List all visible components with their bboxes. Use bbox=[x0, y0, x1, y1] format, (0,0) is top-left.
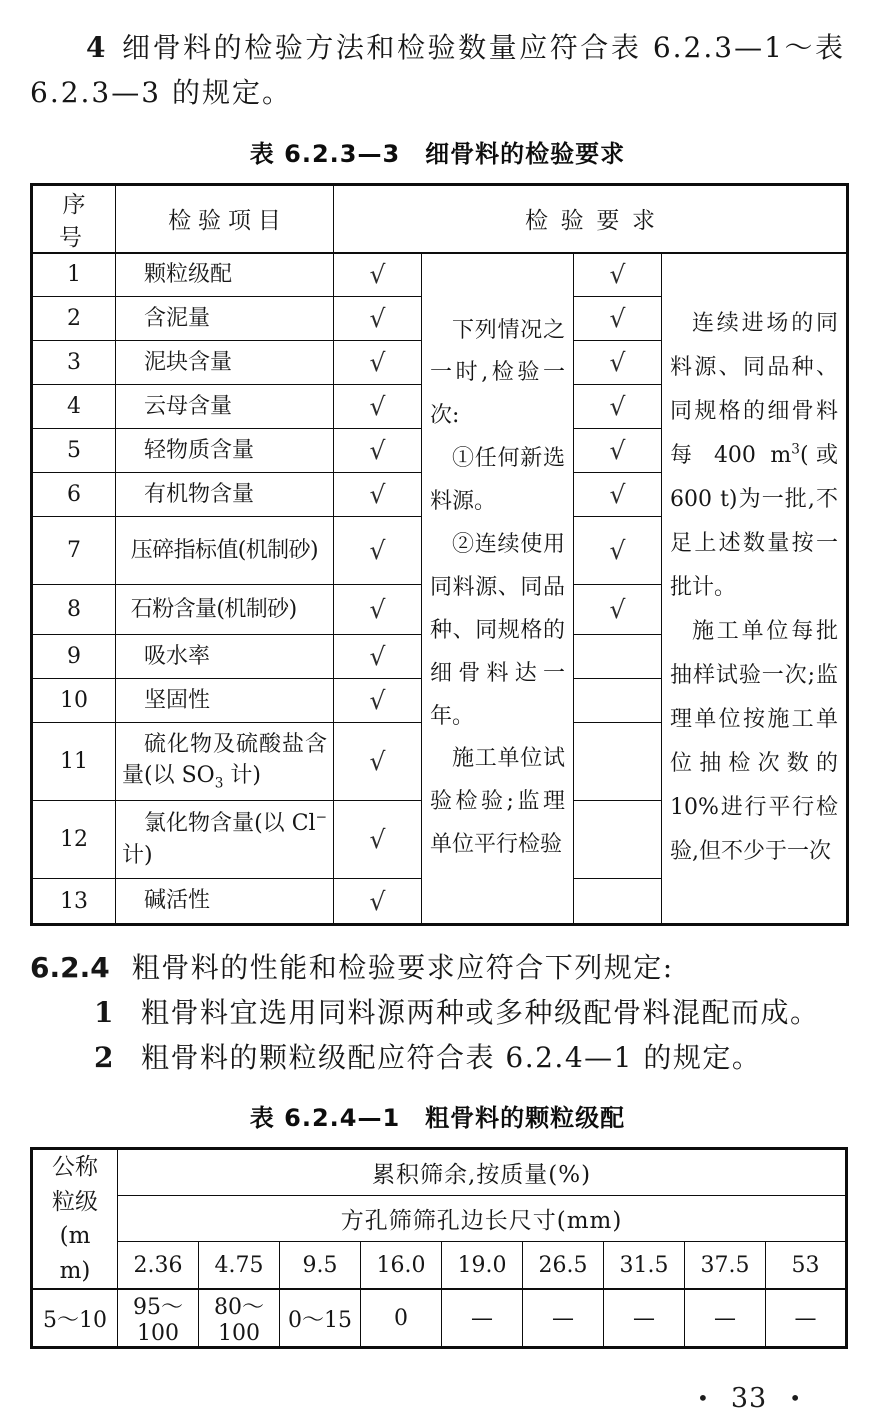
check-cell: √ bbox=[334, 253, 422, 297]
seq-cell: 10 bbox=[32, 679, 116, 723]
item-cell: 云母含量 bbox=[116, 385, 334, 429]
batch-paragraph: 施工单位每批抽样试验一次;监理单位按施工单位抽检次数的 10%进行平行检验,但不少于一次 bbox=[670, 619, 838, 865]
seq-cell: 8 bbox=[32, 585, 116, 635]
check-cell: √ bbox=[334, 879, 422, 925]
sieve-size-cell: 16.0 bbox=[361, 1241, 442, 1289]
situation-paragraph: 施工单位试验检验;监理单位平行检验 bbox=[430, 746, 565, 858]
sieve-size-cell: 2.36 bbox=[118, 1241, 199, 1289]
sieve-size-cell: 37.5 bbox=[685, 1241, 766, 1289]
intro-paragraph-number: 4 bbox=[86, 31, 108, 64]
value-cell: 0 bbox=[361, 1289, 442, 1348]
table1-header-row bbox=[32, 184, 848, 253]
item-number: 1 bbox=[94, 995, 115, 1029]
intro-paragraph bbox=[30, 26, 845, 116]
subscript: 3 bbox=[214, 775, 224, 792]
page-number bbox=[30, 1383, 845, 1414]
seq-cell: 9 bbox=[32, 635, 116, 679]
check-cell: √ bbox=[334, 801, 422, 879]
table2-header-row bbox=[32, 1149, 847, 1195]
value-cell: — bbox=[442, 1289, 523, 1348]
value-cell: 80～100 bbox=[199, 1289, 280, 1348]
item-cell bbox=[116, 801, 334, 879]
page-number-value: 33 bbox=[730, 1383, 768, 1414]
check-cell: √ bbox=[334, 517, 422, 585]
header-inspection-requirement: 检验要求 bbox=[334, 184, 848, 253]
seq-cell: 1 bbox=[32, 253, 116, 297]
table2-data-row bbox=[32, 1289, 847, 1348]
grade-cell: 5～10 bbox=[32, 1289, 118, 1348]
item-cell: 吸水率 bbox=[116, 635, 334, 679]
check-cell: √ bbox=[574, 297, 662, 341]
sieve-size-cell: 9.5 bbox=[280, 1241, 361, 1289]
item-cell bbox=[116, 723, 334, 801]
item-cell: 压碎指标值(机制砂) bbox=[116, 517, 334, 585]
check-cell: √ bbox=[574, 473, 662, 517]
table2-subheader-row bbox=[32, 1195, 847, 1241]
header-seq-no: 序 号 bbox=[32, 184, 116, 253]
page-number-dot: • bbox=[789, 1386, 801, 1411]
item-cell: 坚固性 bbox=[116, 679, 334, 723]
situation-paragraph: 下列情况之一时,检验一次: bbox=[430, 317, 565, 429]
table-row bbox=[32, 253, 848, 297]
seq-cell: 5 bbox=[32, 429, 116, 473]
item-text: 粗骨料宜选用同料源两种或多种级配骨料混配而成。 bbox=[140, 995, 820, 1029]
situation-paragraph: ②连续使用同料源、同品种、同规格的细骨料达一年。 bbox=[430, 532, 565, 729]
section-number: 6.2.4 bbox=[30, 951, 110, 985]
check-cell bbox=[574, 723, 662, 801]
intro-paragraph-text: 细骨料的检验方法和检验数量应符合表 6.2.3—1～表 6.2.3—3 的规定。 bbox=[30, 31, 845, 109]
section-item bbox=[30, 1036, 845, 1081]
item-cell: 轻物质含量 bbox=[116, 429, 334, 473]
check-cell: √ bbox=[574, 385, 662, 429]
check-cell: √ bbox=[334, 585, 422, 635]
table1-title: 表 6.2.3—3 细骨料的检验要求 bbox=[249, 139, 626, 168]
check-cell: √ bbox=[574, 253, 662, 297]
item-cell: 碱活性 bbox=[116, 879, 334, 925]
value-cell: 0～15 bbox=[280, 1289, 361, 1348]
seq-cell: 7 bbox=[32, 517, 116, 585]
check-cell: √ bbox=[334, 473, 422, 517]
seq-cell: 13 bbox=[32, 879, 116, 925]
check-cell: √ bbox=[574, 429, 662, 473]
sieve-size-header: 方孔筛筛孔边长尺寸(mm) bbox=[118, 1195, 847, 1241]
sieve-size-cell: 26.5 bbox=[523, 1241, 604, 1289]
superscript: − bbox=[315, 809, 327, 826]
header-inspection-item: 检验项目 bbox=[116, 184, 334, 253]
item-number: 2 bbox=[94, 1040, 115, 1074]
check-cell bbox=[574, 801, 662, 879]
sieve-size-cell: 53 bbox=[766, 1241, 847, 1289]
check-cell bbox=[574, 879, 662, 925]
check-cell: √ bbox=[334, 297, 422, 341]
item-text: 氯化物含量(以 Cl bbox=[144, 810, 316, 836]
item-cell: 石粉含量(机制砂) bbox=[116, 585, 334, 635]
check-cell: √ bbox=[334, 723, 422, 801]
table2-sizes-row bbox=[32, 1241, 847, 1289]
batch-note-cell bbox=[662, 253, 848, 925]
value-cell: — bbox=[685, 1289, 766, 1348]
check-cell: √ bbox=[334, 679, 422, 723]
check-cell: √ bbox=[574, 517, 662, 585]
value-cell: — bbox=[766, 1289, 847, 1348]
batch-paragraph bbox=[670, 302, 838, 610]
check-cell: √ bbox=[334, 385, 422, 429]
nominal-grade-header: 公称粒级(mm) bbox=[32, 1149, 118, 1290]
section-heading-text: 粗骨料的性能和检验要求应符合下列规定: bbox=[131, 951, 674, 985]
check-cell: √ bbox=[334, 635, 422, 679]
item-cell: 颗粒级配 bbox=[116, 253, 334, 297]
seq-cell: 12 bbox=[32, 801, 116, 879]
batch-paragraph-text: (或 600 t)为一批,不足上述数量按一批计。 bbox=[670, 443, 838, 601]
seq-cell: 3 bbox=[32, 341, 116, 385]
page-number-dot: • bbox=[697, 1386, 709, 1411]
seq-cell: 4 bbox=[32, 385, 116, 429]
check-cell: √ bbox=[334, 341, 422, 385]
superscript: 3 bbox=[791, 442, 800, 459]
seq-cell: 2 bbox=[32, 297, 116, 341]
table2-title: 表 6.2.4—1 粗骨料的颗粒级配 bbox=[249, 1104, 626, 1133]
value-cell: — bbox=[523, 1289, 604, 1348]
item-text: 计) bbox=[122, 842, 153, 868]
item-text: 粗骨料的颗粒级配应符合表 6.2.4—1 的规定。 bbox=[140, 1040, 762, 1074]
check-cell bbox=[574, 679, 662, 723]
value-cell: 95～100 bbox=[118, 1289, 199, 1348]
cumulative-residue-header: 累积筛余,按质量(%) bbox=[118, 1149, 847, 1195]
section-item bbox=[30, 991, 845, 1036]
item-text: 硫化物及硫酸盐含量(以 SO bbox=[122, 731, 327, 789]
coarse-aggregate-gradation-table bbox=[30, 1147, 848, 1349]
check-cell bbox=[574, 635, 662, 679]
seq-cell: 6 bbox=[32, 473, 116, 517]
check-cell: √ bbox=[574, 585, 662, 635]
item-cell: 含泥量 bbox=[116, 297, 334, 341]
sieve-size-cell: 19.0 bbox=[442, 1241, 523, 1289]
value-cell: — bbox=[604, 1289, 685, 1348]
fine-aggregate-inspection-table bbox=[30, 183, 849, 927]
situation-note-cell bbox=[422, 253, 574, 925]
item-cell: 有机物含量 bbox=[116, 473, 334, 517]
check-cell: √ bbox=[574, 341, 662, 385]
batch-paragraph-text: 连续进场的同料源、同品种、同规格的细骨料每 400 m bbox=[670, 311, 838, 469]
item-text: 计) bbox=[223, 763, 261, 789]
seq-cell: 11 bbox=[32, 723, 116, 801]
check-cell: √ bbox=[334, 429, 422, 473]
sieve-size-cell: 31.5 bbox=[604, 1241, 685, 1289]
section-heading bbox=[30, 946, 845, 991]
situation-paragraph: ①任何新选料源。 bbox=[430, 446, 565, 515]
item-cell: 泥块含量 bbox=[116, 341, 334, 385]
sieve-size-cell: 4.75 bbox=[199, 1241, 280, 1289]
